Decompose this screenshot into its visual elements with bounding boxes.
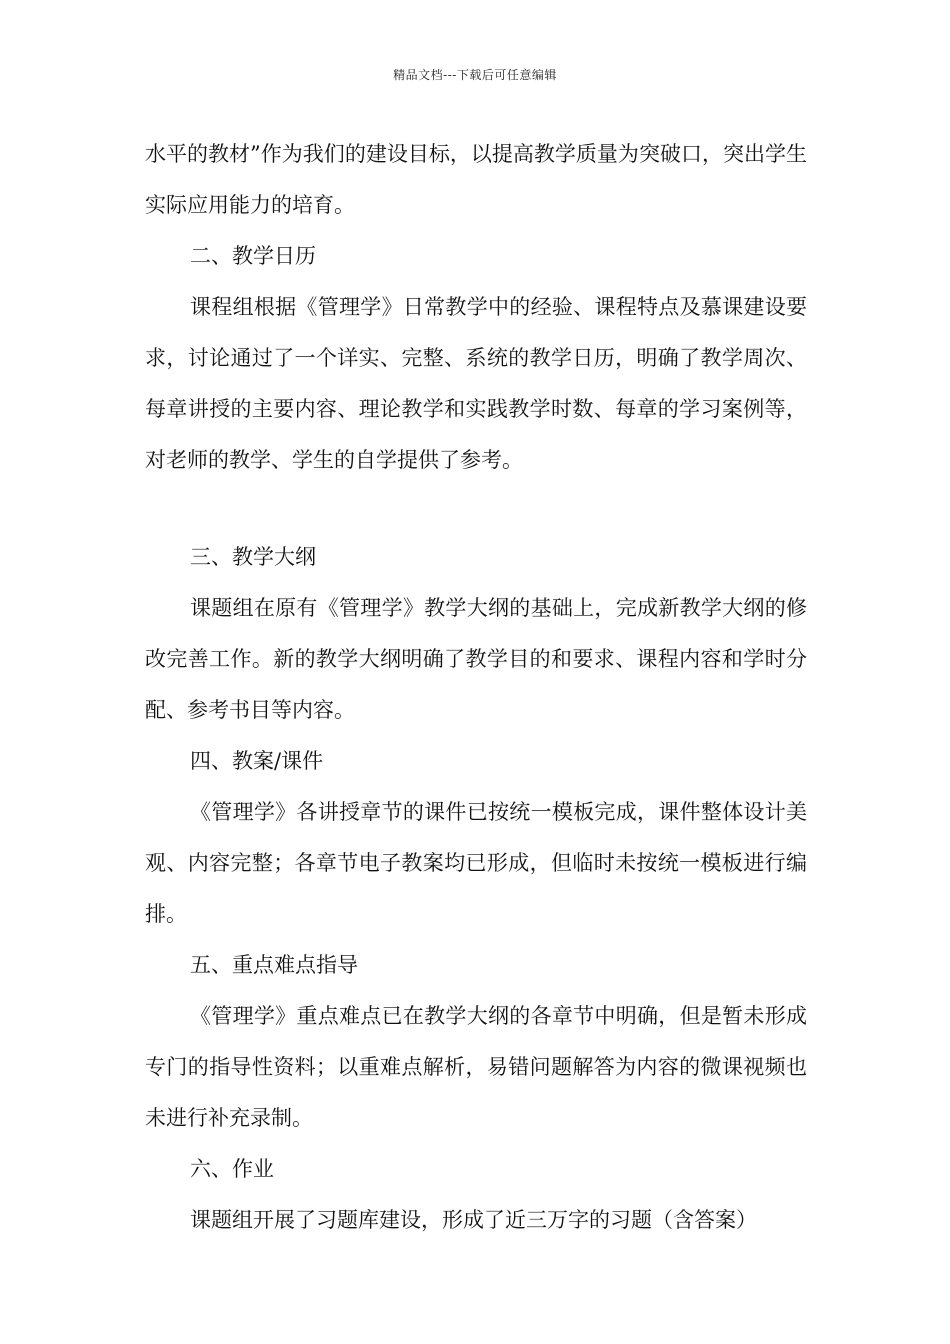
paragraph-key-points: 《管理学》重点难点已在教学大纲的各章节中明确，但是暂未形成专门的指导性资料；以重难点解析，易错问题解答为内容的微课视频也未进行补充录制。 <box>145 1004 807 1130</box>
section-heading-homework: 六、作业 <box>190 1157 274 1181</box>
paragraph-syllabus: 课题组在原有《管理学》教学大纲的基础上，完成新教学大纲的修改完善工作。新的教学大纲明确了教学目的和要求、课程内容和学时分配、参考书目等内容。 <box>145 596 807 722</box>
paragraph-teaching-calendar: 课程组根据《管理学》日常教学中的经验、课程特点及慕课建设要求，讨论通过了一个详实、完整、系统的教学日历，明确了教学周次、每章讲授的主要内容、理论教学和实践教学时数、每章的学习案例等，对老师的教学、学生的自学提供了参考。 <box>145 295 807 472</box>
section-heading-syllabus: 三、教学大纲 <box>190 545 316 569</box>
paragraph-continued: 水平的教材”作为我们的建设目标，以提高教学质量为突破口，突出学生实际应用能力的培育。 <box>145 142 807 217</box>
section-heading-key-points: 五、重点难点指导 <box>190 953 358 977</box>
paragraph-spacer <box>145 486 807 532</box>
paragraph-homework: 课题组开展了习题库建设，形成了近三万字的习题（含答案） <box>190 1208 757 1232</box>
section-heading-teaching-calendar: 二、教学日历 <box>190 244 316 268</box>
page-header: 精品文档---下载后可任意编辑 <box>393 68 557 82</box>
document-body <box>145 129 807 1246</box>
paragraph-lesson-plans: 《管理学》各讲授章节的课件已按统一模板完成，课件整体设计美观、内容完整；各章节电子教案均已形成，但临时未按统一模板进行编排。 <box>145 800 807 926</box>
section-heading-lesson-plans: 四、教案/课件 <box>190 749 324 773</box>
